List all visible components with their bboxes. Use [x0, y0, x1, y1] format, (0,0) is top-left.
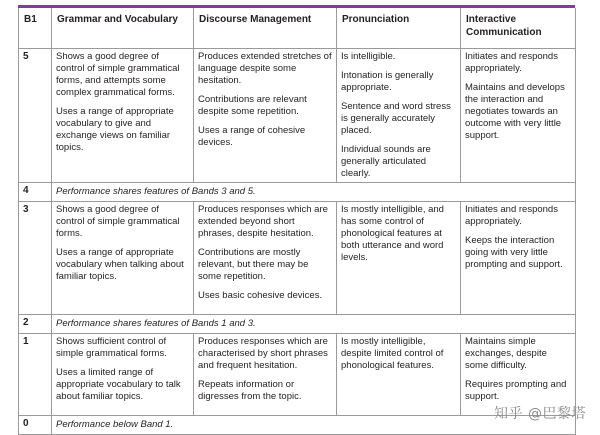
shared-features-note: Performance shares features of Bands 3 and 5. [52, 183, 576, 202]
assessment-scale-table [18, 8, 576, 435]
interactive-communication-cell [461, 49, 576, 183]
discourse-management-cell [194, 49, 337, 183]
band-3-row [19, 202, 576, 315]
watermark: 知乎 @巴黎塔 [494, 406, 586, 422]
descriptor: Uses a range of appropriate vocabulary to give and exchange views on familiar topics. [56, 106, 174, 153]
level-heading: B1 [19, 8, 52, 49]
pronunciation-cell [337, 202, 461, 315]
band-number: 2 [19, 315, 52, 334]
descriptor: Uses a range of appropriate vocabulary when talking about familiar topics. [56, 247, 184, 282]
descriptor: Produces responses which are extended beyond short phrases, despite hesitation. [198, 204, 328, 239]
interactive-communication-cell [461, 202, 576, 315]
interactive-communication-heading: Interactive Communication [461, 8, 576, 49]
grammar-vocabulary-cell [52, 202, 194, 315]
band-0-row [19, 416, 576, 435]
descriptor: Intonation is generally appropriate. [341, 70, 434, 93]
descriptor: Maintains and develops the interaction and negotiates towards an outcome with very little support. [465, 82, 565, 141]
grammar-vocabulary-cell [52, 49, 194, 183]
descriptor: Maintains simple exchanges, despite some difficulty. [465, 336, 547, 371]
band-2-row [19, 315, 576, 334]
descriptor: Requires prompting and support. [465, 379, 567, 402]
band-4-row [19, 183, 576, 202]
descriptor: Is mostly intelligible, despite limited control of phonological features. [341, 336, 444, 371]
descriptor: Repeats information or digresses from the topic. [198, 379, 302, 402]
discourse-management-heading: Discourse Management [194, 8, 337, 49]
descriptor: Uses a limited range of appropriate vocabulary to talk about familiar topics. [56, 367, 181, 402]
descriptor: Individual sounds are generally articulated clearly. [341, 144, 431, 179]
band-5-row [19, 49, 576, 183]
band-number: 0 [19, 416, 52, 435]
descriptor: Produces extended stretches of language despite some hesitation. [198, 51, 332, 86]
grammar-vocabulary-cell [52, 334, 194, 416]
band-1-row [19, 334, 576, 416]
descriptor: Is mostly intelligible, and has some control of phonological features at both utterance and word levels. [341, 204, 444, 263]
band-number: 3 [19, 202, 52, 315]
grammar-vocabulary-heading: Grammar and Vocabulary [52, 8, 194, 49]
discourse-management-cell [194, 202, 337, 315]
band-number: 4 [19, 183, 52, 202]
pronunciation-cell [337, 49, 461, 183]
descriptor: Uses basic cohesive devices. [198, 290, 323, 301]
descriptor: Produces responses which are characterised by short phrases and frequent hesitation. [198, 336, 328, 371]
descriptor: Shows a good degree of control of simple grammatical forms, and attempts some complex grammatical forms. [56, 51, 180, 98]
shared-features-note: Performance shares features of Bands 1 and 3. [52, 315, 576, 334]
header-row [19, 8, 576, 49]
descriptor: Contributions are relevant despite some repetition. [198, 94, 307, 117]
descriptor: Sentence and word stress is generally accurately placed. [341, 101, 451, 136]
descriptor: Shows a good degree of control of simple grammatical forms. [56, 204, 180, 239]
descriptor: Keeps the interaction going with very little prompting and support. [465, 235, 563, 270]
band-number: 5 [19, 49, 52, 183]
descriptor: Is intelligible. [341, 51, 396, 62]
shared-features-note: Performance below Band 1. [52, 416, 576, 435]
pronunciation-cell [337, 334, 461, 416]
descriptor: Shows sufficient control of simple grammatical forms. [56, 336, 167, 359]
descriptor: Initiates and responds appropriately. [465, 204, 558, 227]
band-number: 1 [19, 334, 52, 416]
descriptor: Contributions are mostly relevant, but there may be some repetition. [198, 247, 309, 282]
descriptor: Uses a range of cohesive devices. [198, 125, 306, 148]
pronunciation-heading: Pronunciation [337, 8, 461, 49]
descriptor: Initiates and responds appropriately. [465, 51, 558, 74]
discourse-management-cell [194, 334, 337, 416]
